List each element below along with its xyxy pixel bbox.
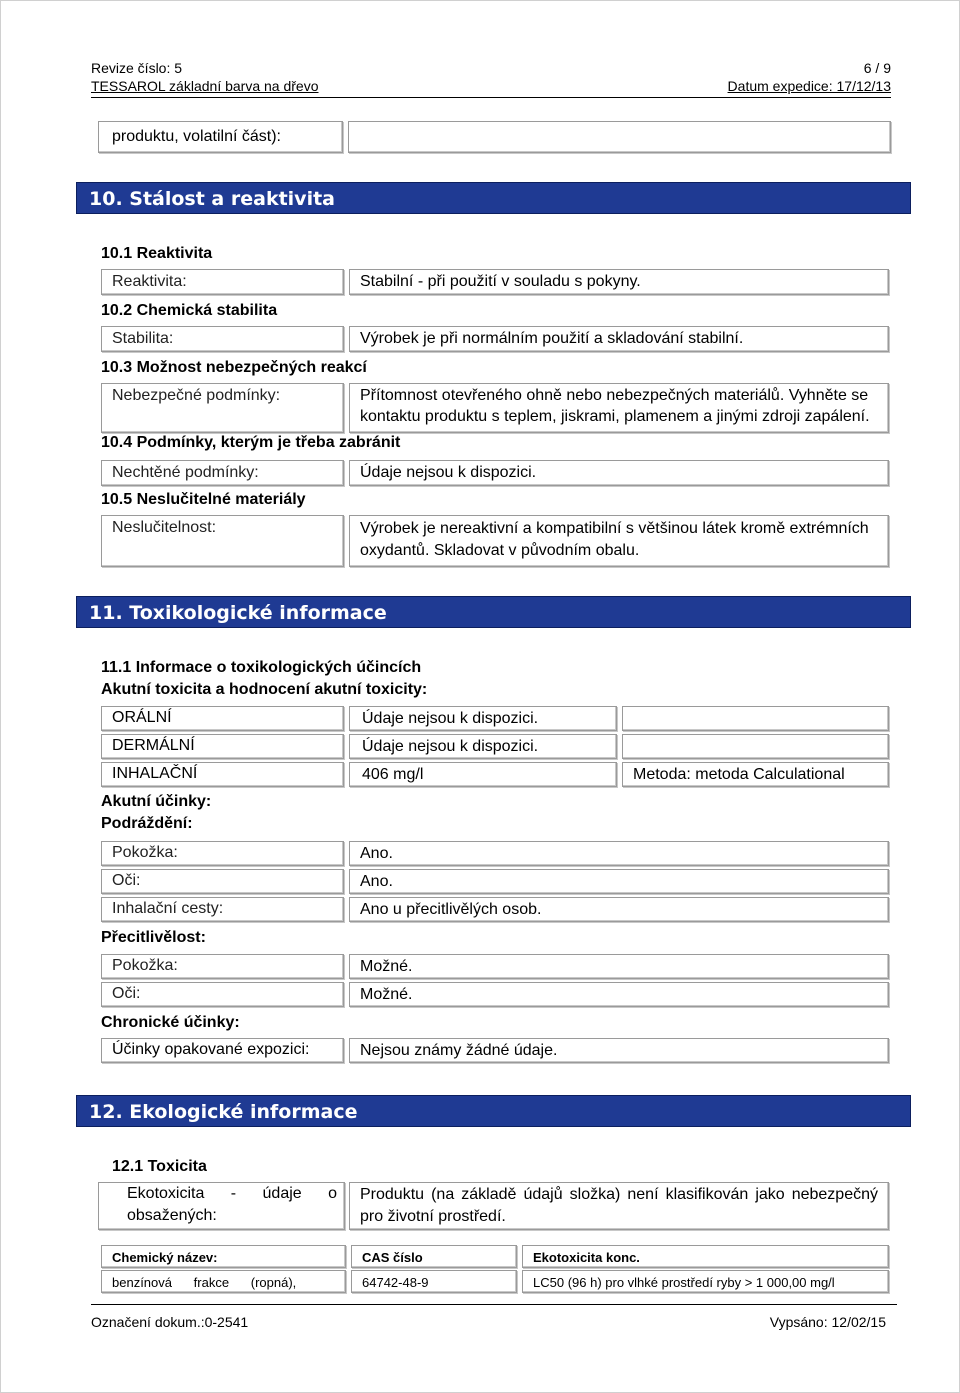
route-inhalation: INHALAČNÍ [112,765,198,782]
hazard-conditions-label-cell [101,383,344,433]
table-header-name: Chemický název: [112,1250,218,1265]
inhalation-value: 406 mg/l [362,766,424,783]
table-row-name-cell [101,1270,346,1293]
section-11-1-heading: 11.1 Informace o toxikologických účincích [101,659,422,676]
section-10-1-heading: 10.1 Reaktivita [101,245,213,262]
oral-value-cell [349,706,617,731]
section-10-5-heading: 10.5 Neslučitelné materiály [101,491,306,508]
revision-number: Revize číslo: 5 [91,60,183,76]
printed-date: Vypsáno: 12/02/15 [769,1314,886,1330]
hazard-conditions-value-line1: Přítomnost otevřeného ohně nebo nebezpečných materiálů. Vyhněte se [360,387,869,404]
top-label-cell [98,121,343,153]
acute-effects-heading: Akutní účinky: [101,793,212,810]
product-name: TESSAROL základní barva na dřevo [91,78,319,94]
chronic-effects-heading: Chronické účinky: [101,1014,240,1031]
section-10-title: 10. Stálost a reaktivita [76,182,911,214]
irritation-eyes-value: Ano. [360,873,393,890]
conditions-to-avoid-label-cell [101,460,344,486]
ecotoxicity-label-line2: obsažených: [127,1207,217,1224]
repeated-exposure-value: Nejsou známy žádné údaje. [360,1042,558,1059]
section-11-title: 11. Toxikologické informace [76,596,911,628]
stability-label: Stabilita: [112,330,174,347]
irritation-skin-label: Pokožka: [112,844,178,861]
top-value-cell [348,121,891,153]
sensitization-eyes-value-cell [349,982,889,1007]
incompatibility-label: Neslučitelnost: [112,519,217,536]
hazard-conditions-label: Nebezpečné podmínky: [112,387,281,404]
stability-value-cell [349,326,889,352]
irritation-inhalation-value-cell [349,897,889,922]
dermal-value-cell [349,734,617,759]
issue-date: Datum expedice: 17/12/13 [727,78,891,94]
route-inhalation-cell [101,762,344,787]
irritation-eyes-label-cell [101,869,344,894]
inhalation-value-cell [349,762,617,787]
hazard-conditions-value-line2: kontaktu produktu s teplem, jiskrami, plamenem a jinými zdroji zapálení. [360,408,870,425]
table-row-cas-cell [351,1270,517,1293]
reactivity-value: Stabilní - při použití v souladu s pokyny. [360,273,641,290]
irritation-skin-value: Ano. [360,845,393,862]
sensitization-skin-label: Pokožka: [112,957,178,974]
sensitization-skin-value: Možné. [360,958,413,975]
conditions-to-avoid-value: Údaje nejsou k dispozici. [360,464,537,481]
route-dermal-cell [101,734,344,759]
conditions-to-avoid-label: Nechtěné podmínky: [112,464,259,481]
dermal-value: Údaje nejsou k dispozici. [362,738,539,755]
top-label: produktu, volatilní část): [112,128,281,145]
sensitization-eyes-value: Možné. [360,986,413,1003]
table-row-name: benzínová frakce (ropná), [112,1275,297,1290]
section-10-2-heading: 10.2 Chemická stabilita [101,302,278,319]
irritation-heading: Podráždění: [101,815,193,832]
irritation-eyes-value-cell [349,869,889,894]
reactivity-label: Reaktivita: [112,273,187,290]
section-10-3-heading: 10.3 Možnost nebezpečných reakcí [101,359,367,376]
acute-toxicity-heading: Akutní toxicita a hodnocení akutní toxicity: [101,681,428,698]
table-header-cas-cell [351,1245,517,1268]
section-12-title: 12. Ekologické informace [76,1095,911,1127]
ecotoxicity-label-line1: Ekotoxicita - údaje o [127,1185,337,1202]
reactivity-value-cell [349,269,889,295]
header-rule [91,97,891,98]
section-12-1-heading: 12.1 Toxicita [112,1158,207,1175]
document-id: Označení dokum.:0-2541 [91,1314,249,1330]
section-10-4-heading: 10.4 Podmínky, kterým je třeba zabránit [101,434,401,451]
sensitization-heading: Přecitlivělost: [101,929,206,946]
irritation-eyes-label: Oči: [112,872,141,889]
irritation-inhalation-value: Ano u přecitlivělých osob. [360,901,542,918]
route-dermal: DERMÁLNÍ [112,737,195,754]
incompatibility-label-cell [101,515,344,567]
dermal-method-cell [622,734,889,759]
sensitization-skin-label-cell [101,954,344,979]
table-row-ecotox: LC50 (96 h) pro vlhké prostředí ryby > 1 000,00 mg/l [533,1275,835,1290]
route-oral: ORÁLNÍ [112,709,172,726]
footer-rule [91,1304,897,1305]
table-header-cas: CAS číslo [362,1250,423,1265]
repeated-exposure-label: Účinky opakované expozici: [112,1041,310,1058]
oral-value: Údaje nejsou k dispozici. [362,710,539,727]
ecotoxicity-value-cell [349,1182,889,1230]
irritation-inhalation-label: Inhalační cesty: [112,900,224,917]
table-header-name-cell [101,1245,346,1268]
stability-label-cell [101,326,344,352]
conditions-to-avoid-value-cell [349,460,889,486]
ecotoxicity-value-line1: Produktu (na základě údajů složka) není klasifikován jako nebezpečný [360,1186,878,1203]
inhalation-method: Metoda: metoda Calculational [633,766,845,783]
reactivity-label-cell [101,269,344,295]
table-row-ecotox-cell [522,1270,889,1293]
sensitization-eyes-label-cell [101,982,344,1007]
irritation-inhalation-label-cell [101,897,344,922]
irritation-skin-label-cell [101,841,344,866]
incompatibility-value-line2: oxydantů. Skladovat v původním obalu. [360,542,640,559]
stability-value: Výrobek je při normálním použití a skladování stabilní. [360,330,744,347]
ecotoxicity-label-cell [98,1182,345,1230]
irritation-skin-value-cell [349,841,889,866]
table-row-cas: 64742-48-9 [362,1275,429,1290]
route-oral-cell [101,706,344,731]
oral-method-cell [622,706,889,731]
hazard-conditions-value-cell [349,383,889,433]
page-number: 6 / 9 [863,60,891,76]
sensitization-skin-value-cell [349,954,889,979]
table-header-ecotox: Ekotoxicita konc. [533,1250,640,1265]
incompatibility-value-line1: Výrobek je nereaktivní a kompatibilní s většinou látek kromě extrémních [360,520,869,537]
ecotoxicity-value-line2: pro životní prostředí. [360,1208,506,1225]
incompatibility-value-cell [349,515,889,567]
repeated-exposure-label-cell [101,1038,344,1063]
repeated-exposure-value-cell [349,1038,889,1063]
inhalation-method-cell [622,762,889,787]
sensitization-eyes-label: Oči: [112,985,141,1002]
table-header-ecotox-cell [522,1245,889,1268]
